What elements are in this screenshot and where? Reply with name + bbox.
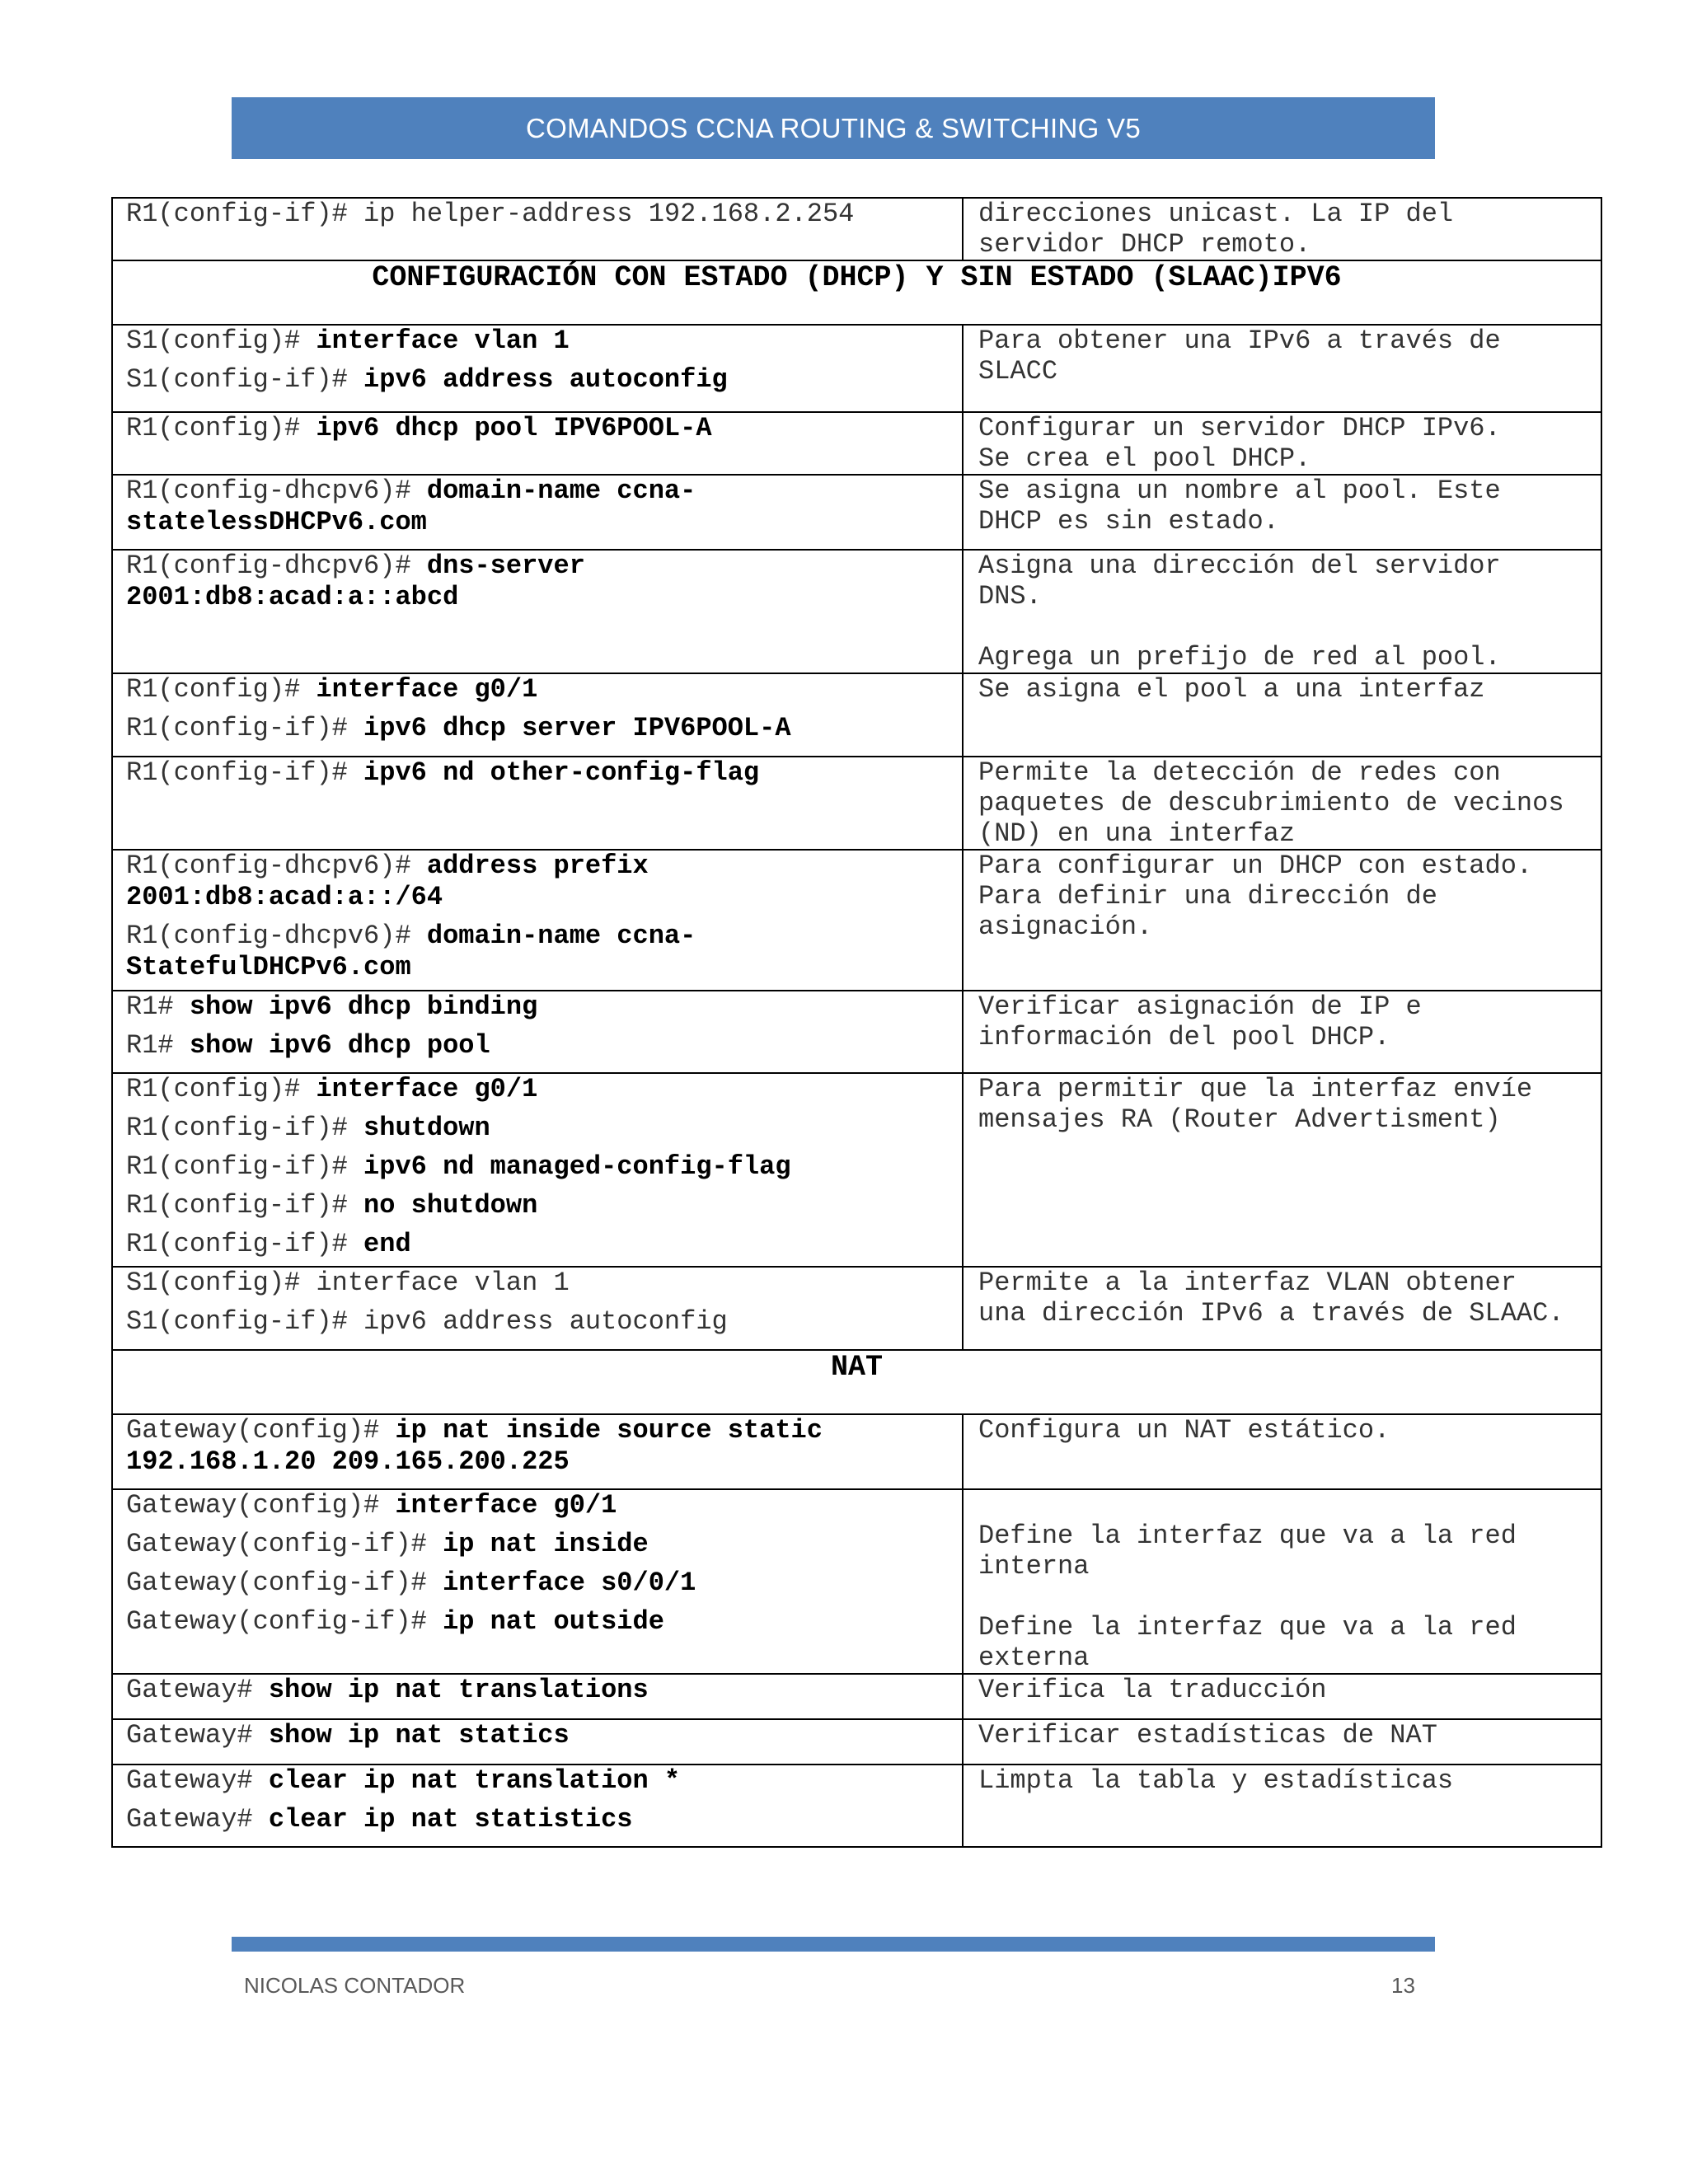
command-line: [113, 1529, 962, 1560]
command-line: [113, 1190, 962, 1221]
description-text: direcciones unicast. La IP del servidor DHCP remoto.: [978, 199, 1454, 260]
command-line: [113, 1490, 962, 1521]
footer-bar: [232, 1937, 1435, 1952]
command-prompt: Gateway(config)#: [126, 1415, 396, 1446]
command-line: [113, 199, 962, 230]
table-row: [112, 475, 1601, 550]
command-line: [113, 1720, 962, 1751]
command-keyword: show ip nat translations: [268, 1675, 649, 1705]
description-text: Configura un NAT estático.: [978, 1415, 1390, 1446]
command-keyword: clear ip nat statistics: [268, 1804, 633, 1835]
command-keyword: show ipv6 dhcp pool: [189, 1030, 490, 1061]
description-cell: [963, 850, 1601, 991]
command-keyword: dns-server 2001:db8:acad:a::abcd: [126, 551, 585, 612]
description-cell: [963, 757, 1601, 850]
command-keyword: clear ip nat translation *: [268, 1765, 681, 1796]
command-line: [113, 1229, 962, 1260]
command-keyword: shutdown: [363, 1113, 490, 1143]
command-cell: [112, 850, 963, 991]
table-row: [112, 1414, 1601, 1489]
command-prompt: R1#: [126, 1030, 190, 1061]
command-line: [113, 364, 962, 396]
command-line: [113, 1030, 962, 1062]
description-cell: [963, 1414, 1601, 1489]
description-text: Permite la detección de redes con paquetes de descubrimiento de vecinos (ND) en una interfaz: [978, 757, 1564, 849]
command-keyword: interface g0/1: [316, 1074, 538, 1104]
description-cell: [963, 198, 1601, 260]
command-line: [113, 1151, 962, 1183]
command-line: [113, 1606, 962, 1638]
command-prompt: R1(config-if)#: [126, 1190, 364, 1221]
command-keyword: ipv6 dhcp server IPV6POOL-A: [363, 713, 791, 743]
command-keyword: show ipv6 dhcp binding: [189, 991, 538, 1022]
command-keyword: end: [363, 1229, 411, 1259]
command-prompt: R1(config-dhcpv6)#: [126, 921, 427, 951]
description-cell: [963, 991, 1601, 1073]
command-cell: [112, 1414, 963, 1489]
section-row: [112, 260, 1601, 325]
command-keyword: domain-name ccna- statelessDHCPv6.com: [126, 476, 696, 537]
command-prompt: Gateway#: [126, 1720, 269, 1750]
description-text: Se asigna un nombre al pool. Este DHCP es sin estado.: [978, 476, 1501, 537]
command-prompt: S1(config)#: [126, 326, 316, 356]
command-cell: [112, 1489, 963, 1674]
command-cell: [112, 991, 963, 1073]
description-cell: [963, 673, 1601, 757]
command-line: [113, 713, 962, 744]
table-row: [112, 550, 1601, 673]
command-line: [113, 851, 962, 913]
command-cell: [112, 757, 963, 850]
command-line: [113, 1675, 962, 1706]
command-cell: [112, 1674, 963, 1719]
description-text: Se asigna el pool a una interfaz: [978, 674, 1485, 705]
command-cell: [112, 1073, 963, 1267]
section-row: [112, 1350, 1601, 1414]
command-cell: [112, 1719, 963, 1765]
description-text: Verifica la traducción: [978, 1675, 1327, 1705]
command-keyword: ipv6 dhcp pool IPV6POOL-A: [316, 413, 712, 443]
table-row: [112, 1719, 1601, 1765]
command-prompt: R1(config-dhcpv6)#: [126, 851, 427, 881]
description-cell: [963, 412, 1601, 475]
commands-table: [111, 197, 1602, 1848]
command-cell: [112, 412, 963, 475]
command-line: [113, 757, 962, 789]
description-text: Define la interfaz que va a la red interna Define la interfaz que va a la red externa: [978, 1521, 1517, 1673]
command-keyword: ipv6 nd managed-config-flag: [363, 1151, 791, 1182]
table-row: [112, 1765, 1601, 1847]
description-text: Para obtener una IPv6 a través de SLACC: [978, 326, 1501, 387]
command-prompt: S1(config-if)#: [126, 364, 364, 395]
command-prompt: R1(config-dhcpv6)#: [126, 476, 427, 506]
command-prompt: R1(config-if)#: [126, 713, 364, 743]
table-row: [112, 1674, 1601, 1719]
description-cell: [963, 1765, 1601, 1847]
command-prompt: R1(config)#: [126, 413, 316, 443]
description-text: Para permitir que la interfaz envíe mensajes RA (Router Advertisment): [978, 1074, 1533, 1135]
description-text: Verificar asignación de IP e información del pool DHCP.: [978, 991, 1422, 1052]
table-row: [112, 198, 1601, 260]
command-prompt: R1(config-dhcpv6)#: [126, 551, 427, 581]
description-cell: [963, 1267, 1601, 1350]
command-cell: [112, 198, 963, 260]
command-prompt: R1(config-if)# ip helper-address 192.168.2.254: [126, 199, 855, 229]
description-text: Permite a la interfaz VLAN obtener una dirección IPv6 a través de SLAAC.: [978, 1268, 1564, 1329]
description-text: Verificar estadísticas de NAT: [978, 1720, 1437, 1750]
commands-table-body: [112, 198, 1601, 1847]
command-keyword: domain-name ccna- StatefulDHCPv6.com: [126, 921, 696, 982]
command-prompt: Gateway#: [126, 1804, 269, 1835]
command-keyword: interface vlan 1: [316, 326, 570, 356]
command-prompt: R1#: [126, 991, 190, 1022]
command-cell: [112, 475, 963, 550]
command-cell: [112, 325, 963, 412]
description-text: Configurar un servidor DHCP IPv6. Se crea el pool DHCP.: [978, 413, 1501, 474]
command-prompt: Gateway#: [126, 1675, 269, 1705]
command-keyword: interface g0/1: [316, 674, 538, 705]
command-line: [113, 551, 962, 613]
command-prompt: Gateway(config-if)#: [126, 1568, 443, 1598]
command-line: [113, 1268, 962, 1299]
description-cell: [963, 325, 1601, 412]
table-row: [112, 1267, 1601, 1350]
command-keyword: ip nat inside: [443, 1529, 649, 1559]
command-prompt: R1(config-if)#: [126, 1113, 364, 1143]
command-prompt: R1(config)#: [126, 1074, 316, 1104]
command-line: [113, 991, 962, 1023]
command-cell: [112, 1267, 963, 1350]
command-cell: [112, 1765, 963, 1847]
command-line: [113, 1765, 962, 1797]
command-prompt: Gateway(config)#: [126, 1490, 396, 1521]
command-prompt: R1(config-if)#: [126, 757, 364, 788]
command-line: [113, 921, 962, 983]
table-row: [112, 1489, 1601, 1674]
description-text: Limpta la tabla y estadísticas: [978, 1765, 1454, 1796]
command-line: [113, 1415, 962, 1478]
table-row: [112, 673, 1601, 757]
command-prompt: Gateway#: [126, 1765, 269, 1796]
command-line: [113, 1306, 962, 1338]
command-line: [113, 476, 962, 538]
table-row: [112, 991, 1601, 1073]
section-title: NAT: [112, 1350, 1601, 1414]
table-row: [112, 757, 1601, 850]
command-prompt: R1(config)#: [126, 674, 316, 705]
command-line: [113, 674, 962, 705]
description-cell: [963, 1674, 1601, 1719]
command-line: [113, 413, 962, 444]
description-cell: [963, 550, 1601, 673]
command-line: [113, 1113, 962, 1144]
table-row: [112, 412, 1601, 475]
page-number: 13: [1391, 1973, 1415, 1998]
command-keyword: ipv6 nd other-config-flag: [363, 757, 760, 788]
description-text: Para configurar un DHCP con estado. Para definir una dirección de asignación.: [978, 851, 1533, 942]
footer-author: NICOLAS CONTADOR: [244, 1973, 466, 1998]
command-keyword: no shutdown: [363, 1190, 538, 1221]
command-keyword: ipv6 address autoconfig: [363, 364, 728, 395]
command-keyword: show ip nat statics: [268, 1720, 570, 1750]
command-keyword: ip nat outside: [443, 1606, 664, 1637]
description-cell: [963, 475, 1601, 550]
table-row: [112, 850, 1601, 991]
description-text: Asigna una dirección del servidor DNS. Agrega un prefijo de red al pool.: [978, 551, 1501, 673]
command-line: [113, 326, 962, 357]
description-cell: [963, 1489, 1601, 1674]
command-line: [113, 1568, 962, 1599]
command-prompt: Gateway(config-if)#: [126, 1606, 443, 1637]
table-row: [112, 1073, 1601, 1267]
description-cell: [963, 1719, 1601, 1765]
command-prompt: S1(config-if)# ipv6 address autoconfig: [126, 1306, 728, 1337]
command-keyword: address prefix 2001:db8:acad:a::/64: [126, 851, 649, 912]
command-keyword: ip nat inside source static 192.168.1.20 209.165.200.225: [126, 1415, 823, 1477]
command-line: [113, 1074, 962, 1105]
page-header: COMANDOS CCNA ROUTING & SWITCHING V5: [232, 97, 1435, 159]
command-prompt: R1(config-if)#: [126, 1151, 364, 1182]
command-cell: [112, 673, 963, 757]
command-line: [113, 1804, 962, 1835]
table-row: [112, 325, 1601, 412]
command-prompt: Gateway(config-if)#: [126, 1529, 443, 1559]
command-keyword: interface g0/1: [395, 1490, 617, 1521]
command-prompt: R1(config-if)#: [126, 1229, 364, 1259]
description-cell: [963, 1073, 1601, 1267]
command-cell: [112, 550, 963, 673]
command-prompt: S1(config)# interface vlan 1: [126, 1268, 570, 1298]
section-title: CONFIGURACIÓN CON ESTADO (DHCP) Y SIN ESTADO (SLAAC)IPV6: [112, 260, 1601, 325]
command-keyword: interface s0/0/1: [443, 1568, 696, 1598]
